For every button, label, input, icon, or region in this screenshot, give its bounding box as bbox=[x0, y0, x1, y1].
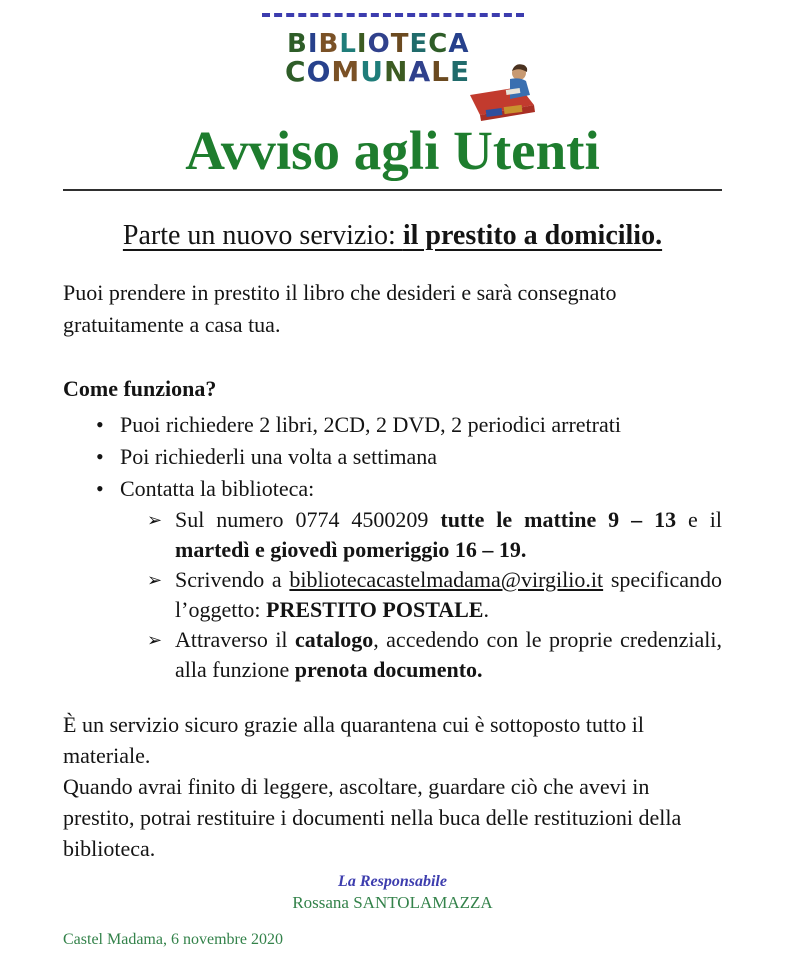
new-service-heading-normal: Parte un nuovo servizio: bbox=[122, 220, 403, 251]
email-text-subject: specificando l’oggetto: bbox=[175, 567, 723, 622]
catalog-function-keyword: prenota documento. bbox=[294, 657, 483, 682]
rules-bullet-list bbox=[63, 409, 722, 505]
how-it-works-heading: Come funziona? bbox=[63, 376, 217, 401]
signature-role: La Responsabile bbox=[338, 873, 447, 890]
library-logo bbox=[285, 31, 500, 111]
quarantine-paragraph: È un servizio sicuro grazie alla quarantena cui è sottoposto tutto il materiale. bbox=[63, 712, 644, 768]
phone-text-middle: e il bbox=[676, 507, 722, 532]
catalog-text-lead: Attraverso il bbox=[175, 627, 295, 652]
return-paragraph: Quando avrai finito di leggere, ascoltare, guardare ciò che avevi in prestito, potrai restituire i documenti nella buca delle restituzioni della biblioteca. bbox=[63, 774, 682, 861]
phone-hours-morning: tutte le mattine 9 – 13 bbox=[440, 507, 677, 532]
logo-text-biblioteca: BIBLIOTECA bbox=[287, 29, 470, 59]
place-and-date: Castel Madama, 6 novembre 2020 bbox=[63, 931, 283, 948]
decorative-dashed-line bbox=[262, 13, 524, 17]
email-link[interactable]: bibliotecacastelmadama@virgilio.it bbox=[289, 567, 604, 592]
signature-block bbox=[63, 872, 722, 913]
catalog-text-middle: , accedendo con le proprie credenziali, alla funzione bbox=[175, 627, 722, 682]
signature-name: Rossana SANTOLAMAZZA bbox=[292, 893, 493, 912]
bullet-item-weekly: • Poi richiederli una volta a settimana bbox=[63, 441, 722, 473]
catalog-keyword: catalogo bbox=[295, 627, 374, 652]
document-page bbox=[0, 13, 785, 973]
bullet-item-request-limits: • Puoi richiedere 2 libri, 2CD, 2 DVD, 2 periodici arretrati bbox=[63, 409, 722, 441]
phone-hours-afternoon: martedì e giovedì pomeriggio 16 – 19. bbox=[175, 537, 527, 562]
page-title: Avviso agli Utenti bbox=[185, 120, 600, 181]
new-service-heading bbox=[63, 219, 722, 253]
contact-item-phone bbox=[63, 505, 722, 565]
phone-text: Sul numero 0774 4500209 bbox=[175, 507, 441, 532]
intro-paragraph: Puoi prendere in prestito il libro che desideri e sarà consegnato gratuitamente a casa tua. bbox=[63, 280, 617, 337]
bullet-item-contact: • Contatta la biblioteca: bbox=[63, 473, 722, 505]
contact-item-catalog bbox=[63, 625, 722, 685]
title-divider bbox=[63, 189, 722, 191]
logo-text-comunale: COMUNALE bbox=[285, 55, 471, 88]
email-subject-keyword: PRESTITO POSTALE bbox=[266, 597, 484, 622]
contact-item-email bbox=[63, 565, 722, 625]
reader-at-desk-illustration bbox=[462, 59, 540, 121]
email-text-period: . bbox=[483, 597, 489, 622]
email-text-lead: Scrivendo a bbox=[175, 567, 290, 592]
new-service-heading-bold: il prestito a domicilio. bbox=[402, 220, 663, 251]
contact-methods-list bbox=[63, 505, 722, 685]
